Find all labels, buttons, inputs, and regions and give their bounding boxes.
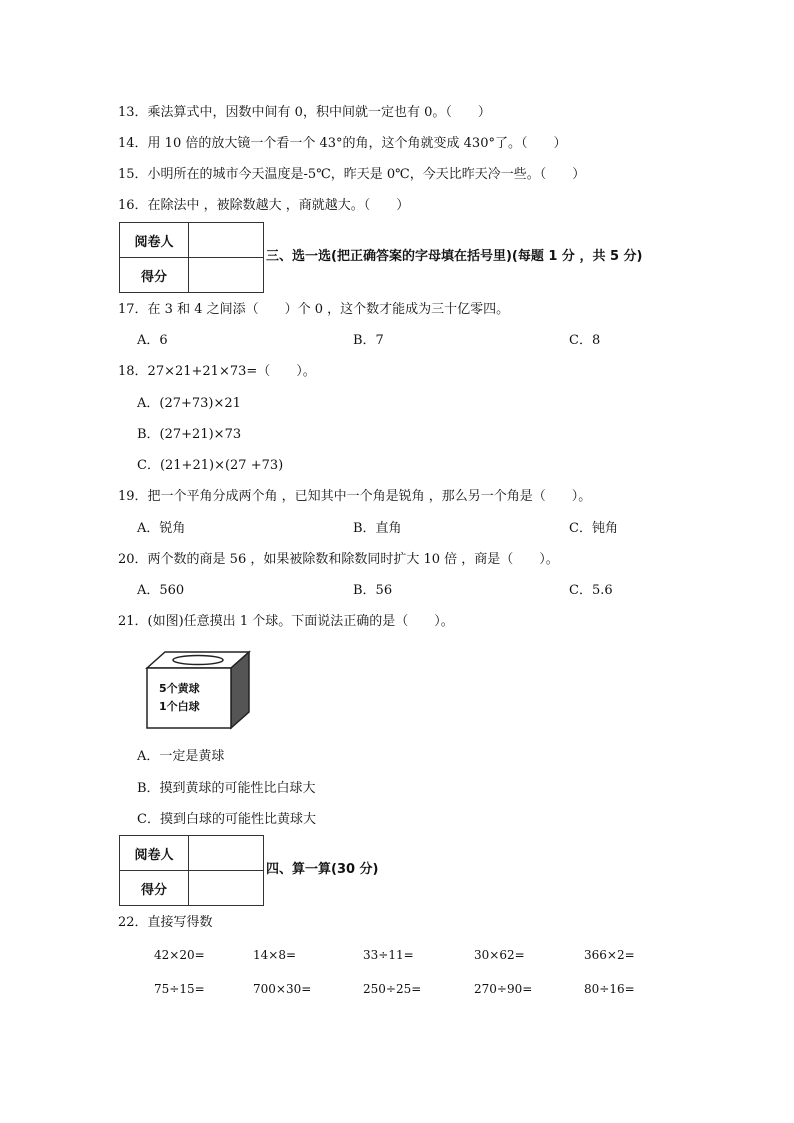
q20-option-a: A．560 [137,583,185,598]
calc-item: 80÷16= [584,982,635,996]
q21-option-a: A．一定是黄球 [137,749,225,764]
q18-option-c: C．(21+21)×(27 +73) [137,458,284,473]
score-table-section-3 [119,222,264,293]
q17-option-b: B．7 [353,333,384,348]
q18-option-a: A．(27+73)×21 [137,396,241,411]
score-table-section-4 [119,835,264,906]
reviewer-cell [189,836,264,871]
calc-item: 30×62= [474,948,525,962]
reviewer-cell [189,223,264,258]
question-20: 20．两个数的商是 56 ，如果被除数和除数同时扩大 10 倍 ，商是（ ）。 [118,552,559,567]
question-15: 15．小明所在的城市今天温度是-5℃，昨天是 0℃，今天比昨天冷一些。（ ） [118,167,586,182]
calc-item: 42×20= [154,948,205,962]
question-16: 16．在除法中 ，被除数越大 ，商就越大。（ ） [118,198,410,213]
score-label: 得分 [120,258,189,293]
q17-option-c: C．8 [569,333,601,348]
calc-item: 14×8= [253,948,297,962]
calc-item: 33÷11= [363,948,414,962]
q18-option-b: B．(27+21)×73 [137,427,242,442]
question-19: 19．把一个平角分成两个角 ，已知其中一个角是锐角 ，那么另一个角是（ ）。 [118,489,592,504]
calc-item: 75÷15= [154,982,205,996]
q19-option-c: C．钝角 [569,521,618,536]
score-cell [189,871,264,906]
q19-option-a: A．锐角 [137,521,186,536]
calc-item: 700×30= [253,982,312,996]
calc-item: 250÷25= [363,982,422,996]
section-3-title: 三、选一选(把正确答案的字母填在括号里)(每题 1 分 ，共 5 分) [266,249,643,264]
calc-item: 366×2= [584,948,635,962]
box-label-white: 1个白球 [159,700,200,713]
box-label-yellow: 5个黄球 [159,682,200,695]
ball-box-figure [143,648,253,736]
reviewer-label: 阅卷人 [120,223,189,258]
q21-option-c: C．摸到白球的可能性比黄球大 [137,812,316,827]
question-14: 14．用 10 倍的放大镜一个看一个 43°的角，这个角就变成 430°了。（ ） [118,136,567,151]
section-4-title: 四、算一算(30 分) [266,862,379,877]
score-label: 得分 [120,871,189,906]
question-21: 21．(如图)任意摸出 1 个球。下面说法正确的是（ ）。 [118,614,454,629]
q17-option-a: A．6 [137,333,168,348]
calc-item: 270÷90= [474,982,533,996]
reviewer-label: 阅卷人 [120,836,189,871]
question-17: 17．在 3 和 4 之间添（ ）个 0 ，这个数才能成为三十亿零四。 [118,302,510,317]
q20-option-c: C．5.6 [569,583,613,598]
question-13: 13．乘法算式中，因数中间有 0，积中间就一定也有 0。（ ） [118,105,491,120]
question-18: 18．27×21+21×73=（ ）。 [118,364,316,379]
q20-option-b: B．56 [353,583,393,598]
score-cell [189,258,264,293]
q19-option-b: B．直角 [353,521,402,536]
q21-option-b: B．摸到黄球的可能性比白球大 [137,781,316,796]
question-22: 22．直接写得数 [118,915,213,930]
